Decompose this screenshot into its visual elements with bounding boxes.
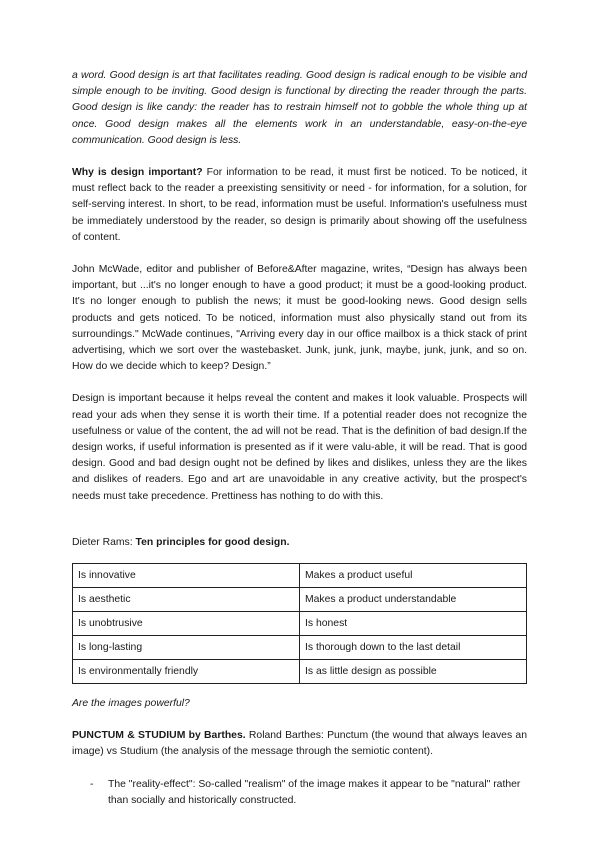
table-cell: Is as little design as possible	[300, 660, 527, 684]
rams-title: Ten principles for good design.	[135, 536, 290, 548]
table-cell: Is honest	[300, 612, 527, 636]
bullet-text: The "reality-effect": So-called "realism" of the image makes it appear to be "natural" rather than socially and historically constructed.	[108, 778, 521, 806]
why-design-paragraph	[72, 165, 527, 246]
document-page	[72, 68, 527, 809]
table-row	[73, 636, 527, 660]
why-design-heading: Why is design important?	[72, 167, 203, 179]
images-question: Are the images powerful?	[72, 698, 190, 710]
list-item	[72, 777, 527, 809]
table-cell: Is thorough down to the last detail	[300, 636, 527, 660]
table-cell: Is unobtrusive	[73, 612, 300, 636]
table-cell: Is long-lasting	[73, 636, 300, 660]
table-row	[73, 612, 527, 636]
table-row	[73, 588, 527, 612]
table-cell: Is aesthetic	[73, 588, 300, 612]
rams-heading	[72, 535, 527, 551]
table-row	[73, 660, 527, 684]
barthes-heading: PUNCTUM & STUDIUM by Barthes.	[72, 730, 246, 742]
design-important-paragraph: Design is important because it helps reveal the content and makes it look valuable. Prospects will read your ads when they sense it is worth their time. If a potential reader does not recognize the usefulness or value of the content, the ad will not be read. That is the definition of bad design.If the design works, if useful information is presented as if it were valu-able, it will be read. That is good design. Good and bad design ought not be defined by likes and dislikes, unless they are the likes and dislikes of readers. Ego and art are unavoidable in any creative activity, but the prospect's needs must take precedence. Prettiness has nothing to do with this.	[72, 393, 527, 502]
bullet-marker: -	[90, 778, 94, 790]
mcwade-paragraph: John McWade, editor and publisher of Before&After magazine, writes, “Design has always been important, but ...it's no longer enough to have a good product; it must be a good-looking product. It's no longer enough to publish the news; it must be good-looking news. Good design sells products and gets noticed. To be noticed, information must also physically stand out from its surroundings." McWade continues, "Arriving every day in our office mailbox is a thick stack of print advertising, which we sort over the wastebasket. Junk, junk, junk, maybe, junk, junk, and so on. How do we decide which to keep? Design.”	[72, 264, 527, 373]
table-cell: Makes a product useful	[300, 564, 527, 588]
intro-italic-paragraph: a word. Good design is art that facilitates reading. Good design is radical enough to be visible and simple enough to be inviting. Good design is functional by directing the reader through the parts. Good design is like candy: the reader has to restrain himself not to gobble the whole thing up at once. Good design makes all the elements work in an understandable, easy-on-the-eye communication. Good design is less.	[72, 70, 527, 146]
table-row	[73, 564, 527, 588]
barthes-paragraph	[72, 728, 527, 760]
table-cell: Is environmentally friendly	[73, 660, 300, 684]
table-cell: Makes a product understandable	[300, 588, 527, 612]
principles-table	[72, 563, 527, 684]
barthes-body: Roland Barthes: Punctum (the wound that always leaves an image) vs Studium (the analysis of the message through the semiotic content).	[72, 730, 527, 758]
why-design-body: For information to be read, it must first be noticed. To be noticed, it must reflect back to the reader a preexisting sensitivity or need - for information, for a solution, for self-serving interest. In short, to be read, information must be useful. Information's usefulness must be immediately understood by the reader, so design is primarily about showing off the usefulness of content.	[72, 167, 527, 243]
table-cell: Is innovative	[73, 564, 300, 588]
rams-prefix: Dieter Rams:	[72, 536, 136, 548]
